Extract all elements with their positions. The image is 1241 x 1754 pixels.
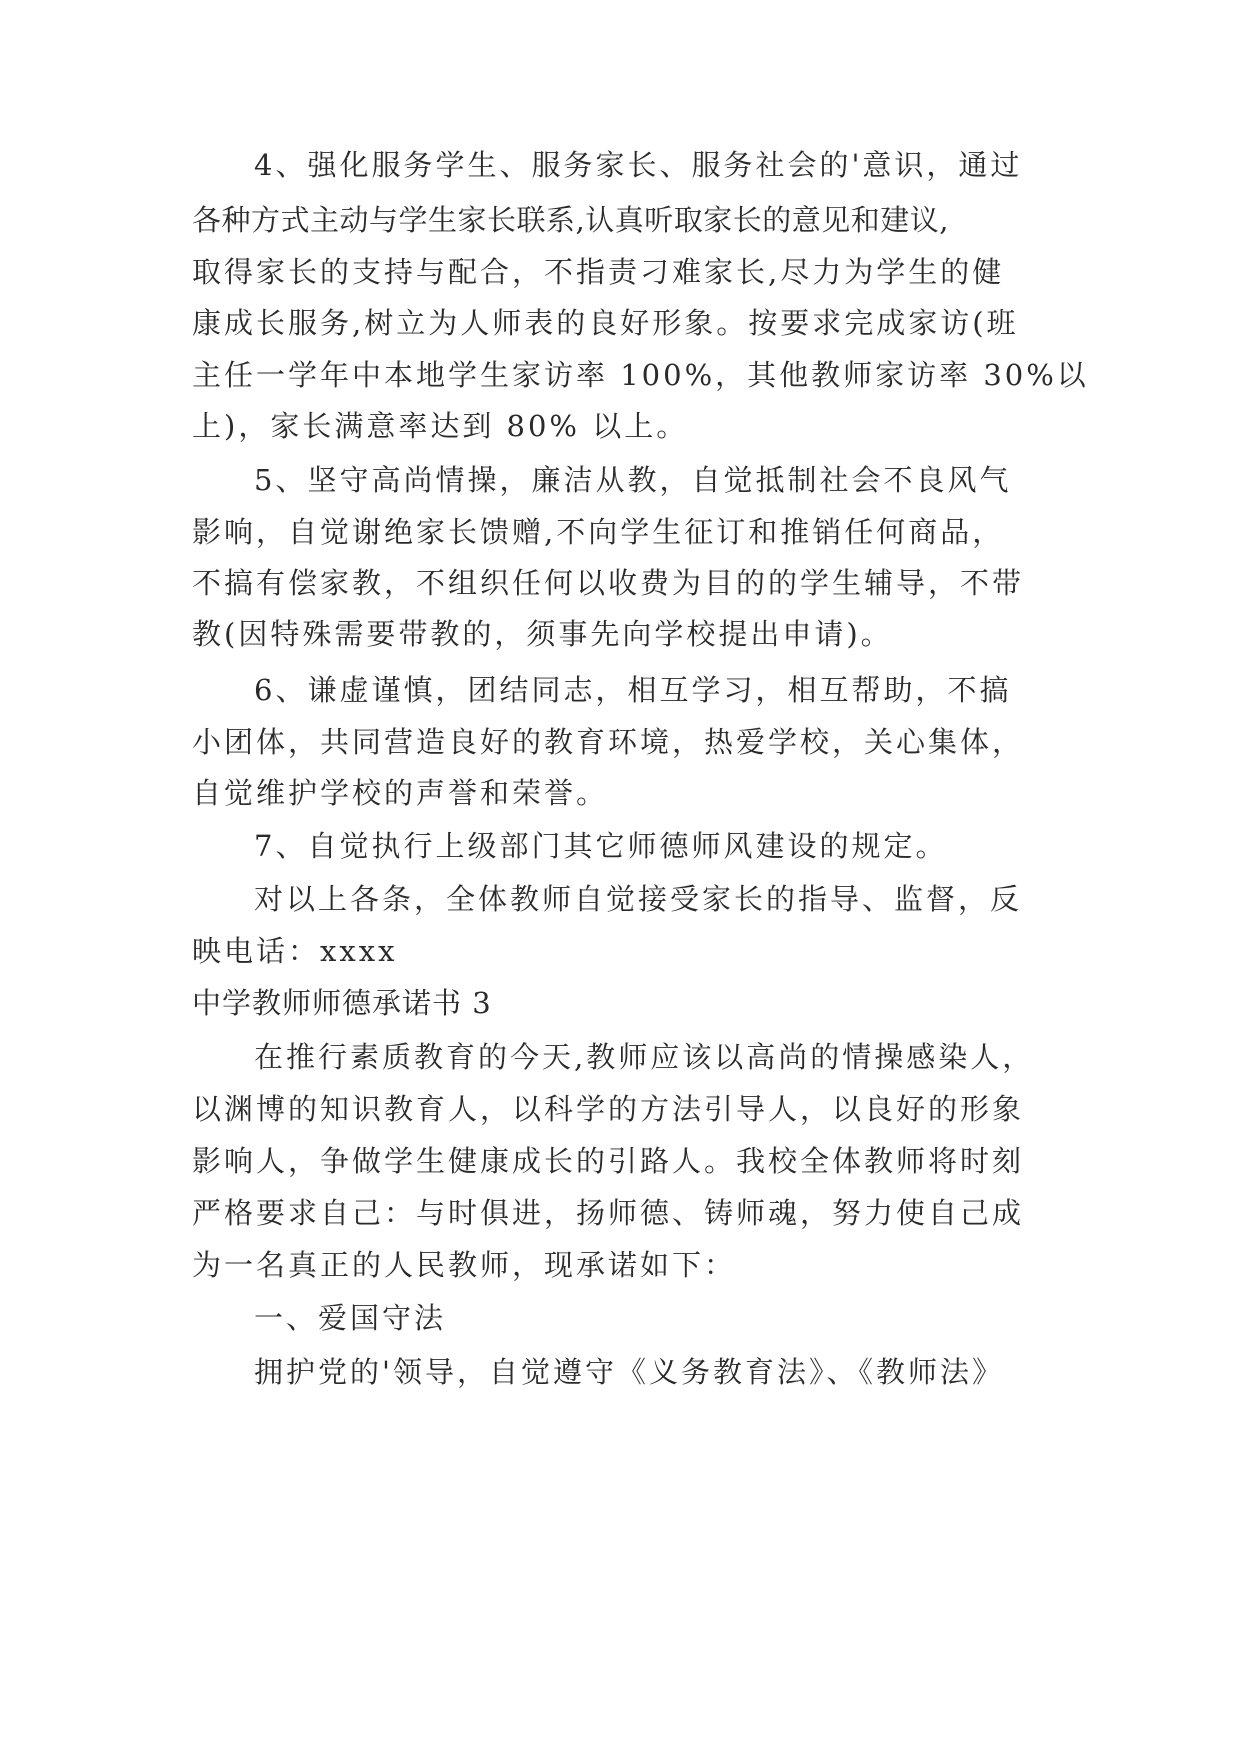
subsection-title: 一、爱国守法 xyxy=(254,1301,447,1335)
text-line: 7、自觉执行上级部门其它师德师风建设的规定。 xyxy=(254,829,948,863)
text-line: 不搞有偿家教，不组织任何以收费为目的的学生辅导，不带 xyxy=(192,566,1025,600)
text-line: 影响，自觉谢绝家长馈赠,不向学生征订和推销任何商品， xyxy=(192,515,1005,549)
text-line: 各种方式主动与学生家长联系,认真听取家长的意见和建议, xyxy=(192,203,949,237)
text-line: 4、强化服务学生、服务家长、服务社会的'意识，通过 xyxy=(254,148,1023,182)
section-title: 中学教师师德承诺书 3 xyxy=(192,986,492,1020)
text-line: 主任一学年中本地学生家访率 100%，其他教师家访率 30%以 xyxy=(192,358,1089,392)
text-line: 6、谦虚谨慎，团结同志，相互学习，相互帮助，不搞 xyxy=(254,673,1012,707)
text-line: 影响人，争做学生健康成长的引路人。我校全体教师将时刻 xyxy=(192,1144,1025,1178)
text-line: 拥护党的'领导，自觉遵守《义务教育法》、《教师法》 xyxy=(254,1355,1004,1389)
text-line: 康成长服务,树立为人师表的良好形象。按要求完成家访(班 xyxy=(192,306,1019,340)
text-line: 教(因特殊需要带教的，须事先向学校提出申请)。 xyxy=(192,617,893,651)
text-line: 取得家长的支持与配合，不指责刁难家长,尽力为学生的健 xyxy=(192,255,1005,289)
text-line: 自觉维护学校的声誉和荣誉。 xyxy=(192,776,609,810)
text-line: 以渊博的知识教育人，以科学的方法引导人，以良好的形象 xyxy=(192,1092,1025,1126)
text-line: 5、坚守高尚情操，廉洁从教，自觉抵制社会不良风气 xyxy=(254,463,1012,497)
text-line: 映电话：xxxx xyxy=(192,934,398,968)
text-line: 对以上各条，全体教师自觉接受家长的指导、监督，反 xyxy=(254,882,1023,916)
text-line: 上)，家长满意率达到 80% 以上。 xyxy=(192,409,689,443)
text-line: 严格要求自己：与时俱进，扬师德、铸师魂，努力使自己成 xyxy=(192,1196,1025,1230)
text-line: 小团体，共同营造良好的教育环境，热爱学校，关心集体， xyxy=(192,725,1025,759)
text-line: 为一名真正的人民教师，现承诺如下： xyxy=(192,1248,737,1282)
text-line: 在推行素质教育的今天,教师应该以高尚的情操感染人， xyxy=(254,1040,1035,1074)
